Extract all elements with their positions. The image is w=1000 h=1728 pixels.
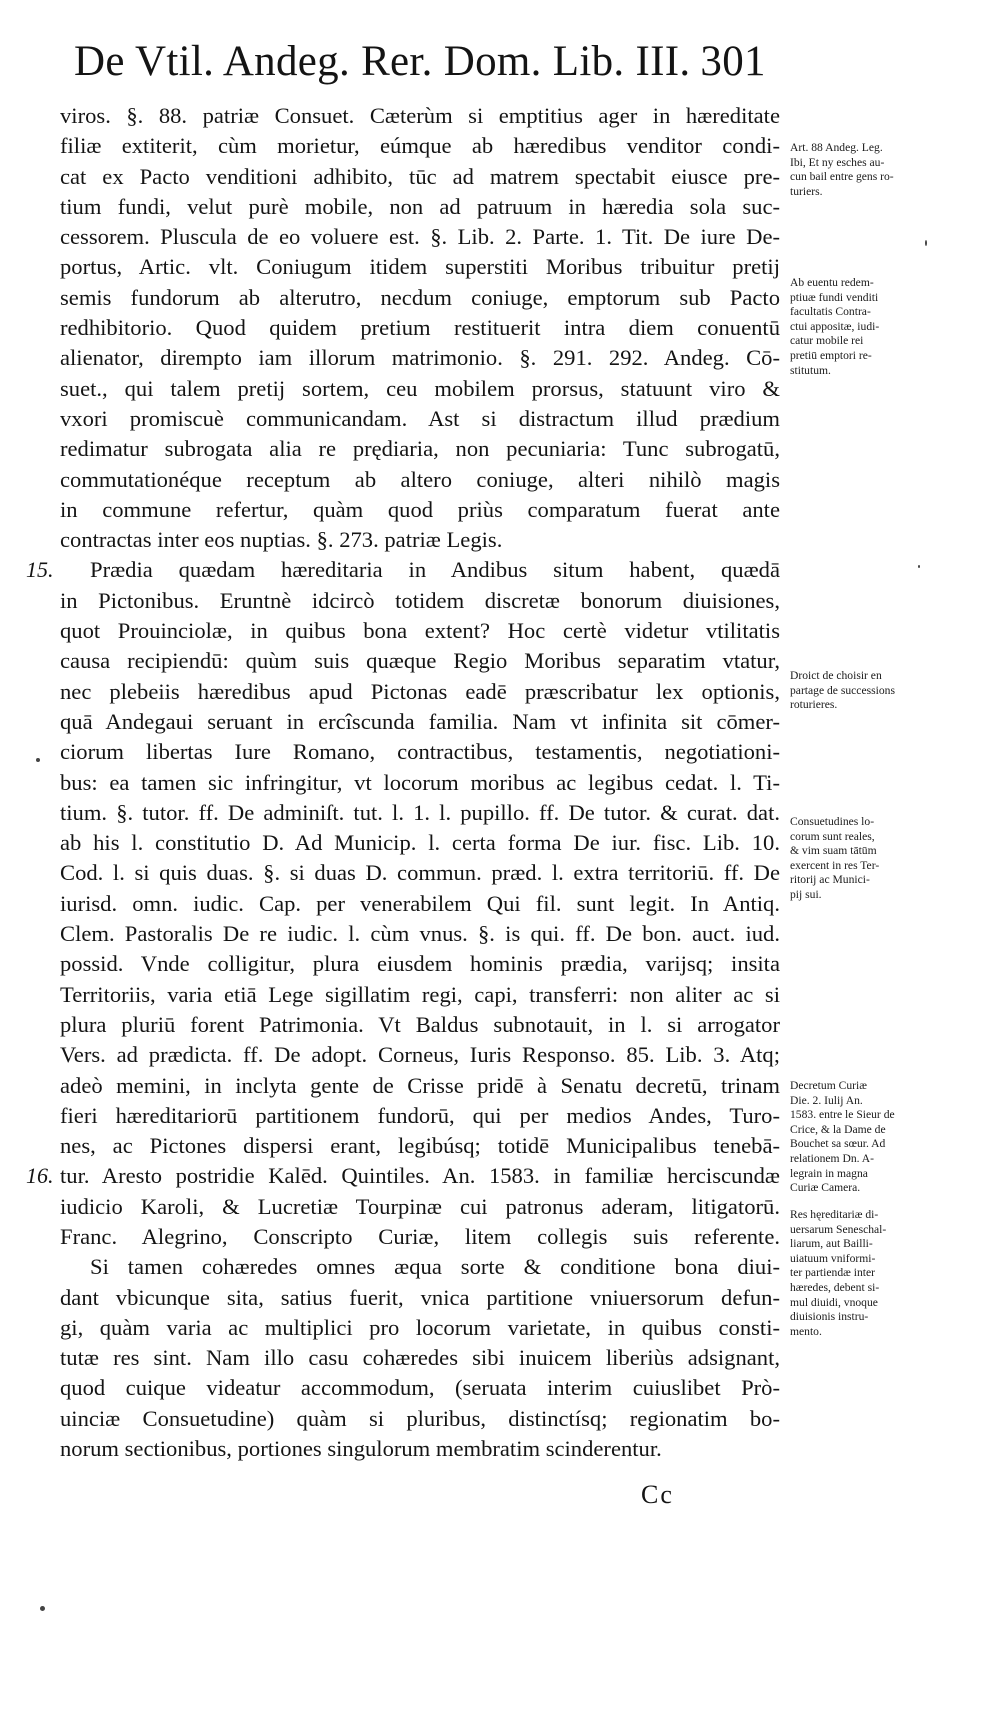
text-line: Territoriis, varia etiā Lege sigillatim regi, capi, transferri: non aliter ac si xyxy=(60,981,780,1007)
text-line: fieri hæreditariorū partitionem fundorū, qui per medios Andes, Turo- xyxy=(60,1102,780,1128)
margin-note-line: Crice, & la Dame de xyxy=(790,1122,886,1136)
text-line: vxori promiscuè communicandam. Ast si distractum illud prædium xyxy=(60,405,780,431)
running-header xyxy=(74,36,774,88)
text-line: cessorem. Pluscula de eo voluere est. §. Lib. 2. Parte. 1. Tit. De iure De- xyxy=(60,224,780,250)
margin-note-line: Consuetudines lo- xyxy=(790,815,875,828)
text-line: redimatur subrogata alia re prędiaria, non pecuniaria: Tunc subrogatū, xyxy=(60,436,780,462)
margin-note-line: turiers. xyxy=(790,184,823,198)
text-line: filiæ extiterit, cùm morietur, eúmque ab hæredibus venditor condi- xyxy=(60,133,780,159)
text-line: quod cuique videatur accommodum, (seruata interim cuiuslibet Prò- xyxy=(60,1375,780,1401)
margin-note-line: stitutum. xyxy=(790,363,831,377)
main-text-column xyxy=(60,101,780,1464)
text-line: nes, ac Pictones dispersi erant, legibúsq; totidē Municipalibus tenebā- xyxy=(60,1133,780,1159)
signature-mark: Cc xyxy=(641,1480,674,1509)
margin-note-line: Bouchet sa sœur. Ad xyxy=(790,1137,886,1151)
margin-note-5 xyxy=(790,1079,940,1196)
text-line: Franc. Alegrino, Conscripto Curiæ, litem collegis suis referente. xyxy=(60,1223,780,1249)
text-line: uinciæ Consuetudine) quàm si pluribus, distinctísq; regionatim bo- xyxy=(60,1405,780,1431)
ink-speck xyxy=(36,758,40,762)
margin-note-line: pretiū emptori re- xyxy=(790,348,872,362)
text-line: plura pluriū forent Patrimonia. Vt Baldus subnotauit, in l. si arrogator xyxy=(60,1011,780,1037)
margin-note-line: Ibi, Et ny esches au- xyxy=(790,155,885,169)
margin-note-line: hæredes, debent si- xyxy=(790,1280,880,1294)
text-line: Vers. ad prædicta. ff. De adopt. Corneus, Iuris Responso. 85. Lib. 3. Atq; xyxy=(60,1042,780,1068)
margin-note-line: exercent in res Ter- xyxy=(790,858,880,872)
text-line: Si tamen cohæredes omnes æqua sorte & conditione bona diui- xyxy=(90,1254,780,1280)
page-number: 301 xyxy=(700,38,766,85)
text-line: Clem. Pastoralis De re iudic. l. cùm vnus. §. is qui. ff. De bon. auct. iud. xyxy=(60,921,780,947)
text-line: portus, Artic. vlt. Coniugum itidem superstiti Moribus tribuitur pretij xyxy=(60,254,780,280)
text-line: bus: ea tamen sic infringitur, vt locorum moribus ac legibus cedat. l. Ti- xyxy=(60,769,780,795)
margin-note-line: uiatuum vniformi- xyxy=(790,1251,876,1265)
margin-note-line: facultatis Contra- xyxy=(790,305,871,319)
margin-note-6 xyxy=(790,1208,940,1339)
margin-note-4 xyxy=(790,815,940,903)
text-line: ab his l. constitutio D. Ad Municip. l. certa forma De iur. fisc. Lib. 10. xyxy=(60,830,780,856)
margin-note-line: Ab euentu redem- xyxy=(790,276,874,289)
text-line: iudicio Karoli, & Lucretiæ Tourpinæ cui patronus aderam, litigatorū. xyxy=(60,1193,780,1219)
margin-note-line: legrain in magna xyxy=(790,1166,868,1180)
margin-note-line: Decretum Curiæ xyxy=(790,1079,867,1092)
text-line: contractas inter eos nuptias. §. 273. patriæ Legis. xyxy=(60,527,503,553)
margin-note-line: Droict de choisir en xyxy=(790,669,882,682)
section-number-16: 16. xyxy=(26,1163,54,1188)
margin-note-line: Die. 2. Iulij An. xyxy=(790,1093,863,1107)
ink-speck xyxy=(925,240,927,246)
margin-note-line: mento. xyxy=(790,1324,822,1338)
text-line: viros. §. 88. patriæ Consuet. Cæterùm si emptitius ager in hæreditate xyxy=(60,103,780,128)
text-line: commutationéque receptum ab altero coniuge, alteri nihilò magis xyxy=(60,466,780,492)
margin-note-line: Curiæ Camera. xyxy=(790,1181,861,1195)
margin-note-line: catur mobile rei xyxy=(790,334,864,348)
text-line: cat ex Pacto venditioni adhibito, tūc ad matrem spectabit eiusce pre- xyxy=(60,163,780,189)
text-line: adeò memini, in inclyta gente de Crisse pridē à Senatu decretū, trinam xyxy=(60,1072,780,1098)
margin-note-2 xyxy=(790,276,940,378)
text-line: suet., qui talem pretij sortem, ceu mobilem prorsus, statuunt viro & xyxy=(60,375,780,401)
text-line: ciorum libertas Iure Romano, contractibus, testamentis, negotiationi- xyxy=(60,739,780,765)
margin-note-line: relationem Dn. A- xyxy=(790,1151,875,1165)
text-line: tium fundi, velut purè mobile, non ad patruum in hæredia sola suc- xyxy=(60,193,780,219)
margin-note-line: pij sui. xyxy=(790,887,822,901)
text-line: redhibitorio. Quod quidem pretium restituerit intra diem conuentū xyxy=(60,315,780,341)
text-line: Cod. l. si quis duas. §. si duas D. commun. præd. l. extra territoriū. ff. De xyxy=(60,860,780,886)
margin-note-line: Art. 88 Andeg. Leg. xyxy=(790,141,883,154)
section-number-15: 15. xyxy=(26,557,54,582)
margin-note-line: cun bail entre gens ro- xyxy=(790,170,894,184)
text-line: in commune refertur, quàm quod priùs comparatum fuerat ante xyxy=(60,496,780,522)
ink-speck xyxy=(40,1606,45,1611)
text-line: semis fundorum ab alterutro, necdum coniuge, emptorum sub Pacto xyxy=(60,284,780,310)
text-line: in Pictonibus. Eruntnè idcircò totidem discretæ bonorum diuisiones, xyxy=(60,587,780,613)
text-line: nec plebeiis hæredibus apud Pictonas eadē præscribatur lex optionis, xyxy=(60,678,780,704)
margin-note-line: partage de successions xyxy=(790,683,895,697)
text-line: dant vbicunque sita, satius fuerit, vnica partitione vniuersorum defun- xyxy=(60,1284,780,1310)
text-line: norum sectionibus, portiones singulorum membratim scinderentur. xyxy=(60,1436,662,1462)
text-line: tur. Aresto postridie Kalēd. Quintiles. An. 1583. in familiæ herciscundæ xyxy=(60,1163,780,1189)
margin-note-line: ptiuæ fundi venditi xyxy=(790,290,879,304)
margin-note-line: ter partiendæ inter xyxy=(790,1266,875,1280)
margin-note-line: ctui appositæ, iudi- xyxy=(790,319,880,333)
text-line: tutæ res sint. Nam illo casu cohæredes sibi inuicem liberiùs adsignant, xyxy=(60,1345,780,1371)
text-line: causa recipiendū: quùm suis quæque Regio Moribus separatim vtatur, xyxy=(60,648,780,674)
ink-speck xyxy=(918,565,920,568)
margin-note-line: mul diuidi, vnoque xyxy=(790,1295,878,1309)
margin-note-1 xyxy=(790,141,940,199)
margin-note-line: diuisionis instru- xyxy=(790,1310,869,1324)
text-line: possid. Vnde colligitur, plura eiusdem hominis prædia, varijsq; insita xyxy=(60,951,780,977)
margin-note-line: liarum, aut Bailli- xyxy=(790,1237,873,1251)
margin-note-line: uersarum Seneschal- xyxy=(790,1222,887,1236)
text-line: quā Andegaui seruant in ercîscunda familia. Nam vt infinita sit cōmer- xyxy=(60,708,780,734)
margin-note-line: ritorij ac Munici- xyxy=(790,873,870,887)
text-line: quot Prouinciolæ, in quibus bona extent? Hoc certè videtur vtilitatis xyxy=(60,618,780,644)
margin-note-3 xyxy=(790,669,940,713)
margin-note-line: corum sunt reales, xyxy=(790,829,875,843)
margin-note-line: roturieres. xyxy=(790,698,838,712)
margin-note-line: 1583. entre le Sieur de xyxy=(790,1108,895,1122)
running-title: De Vtil. Andeg. Rer. Dom. Lib. III. xyxy=(74,38,691,85)
text-line: Prædia quædam hæreditaria in Andibus situm habent, quædā xyxy=(90,557,780,583)
margin-note-line: Res hęreditariæ di- xyxy=(790,1208,879,1221)
text-line: alienator, dirempto iam illorum matrimonio. §. 291. 292. Andeg. Cō- xyxy=(60,345,780,371)
text-line: tium. §. tutor. ff. De adminiſt. tut. l. 1. l. pupillo. ff. De tutor. & curat. dat. xyxy=(60,799,780,825)
text-line: iurisd. omn. iudic. Cap. per venerabilem Qui fil. sunt legit. In Antiq. xyxy=(60,890,780,916)
margin-note-line: & vim suam tātūm xyxy=(790,844,877,858)
text-line: gi, quàm varia ac multiplici pro locorum varietate, in quibus consti- xyxy=(60,1314,780,1340)
